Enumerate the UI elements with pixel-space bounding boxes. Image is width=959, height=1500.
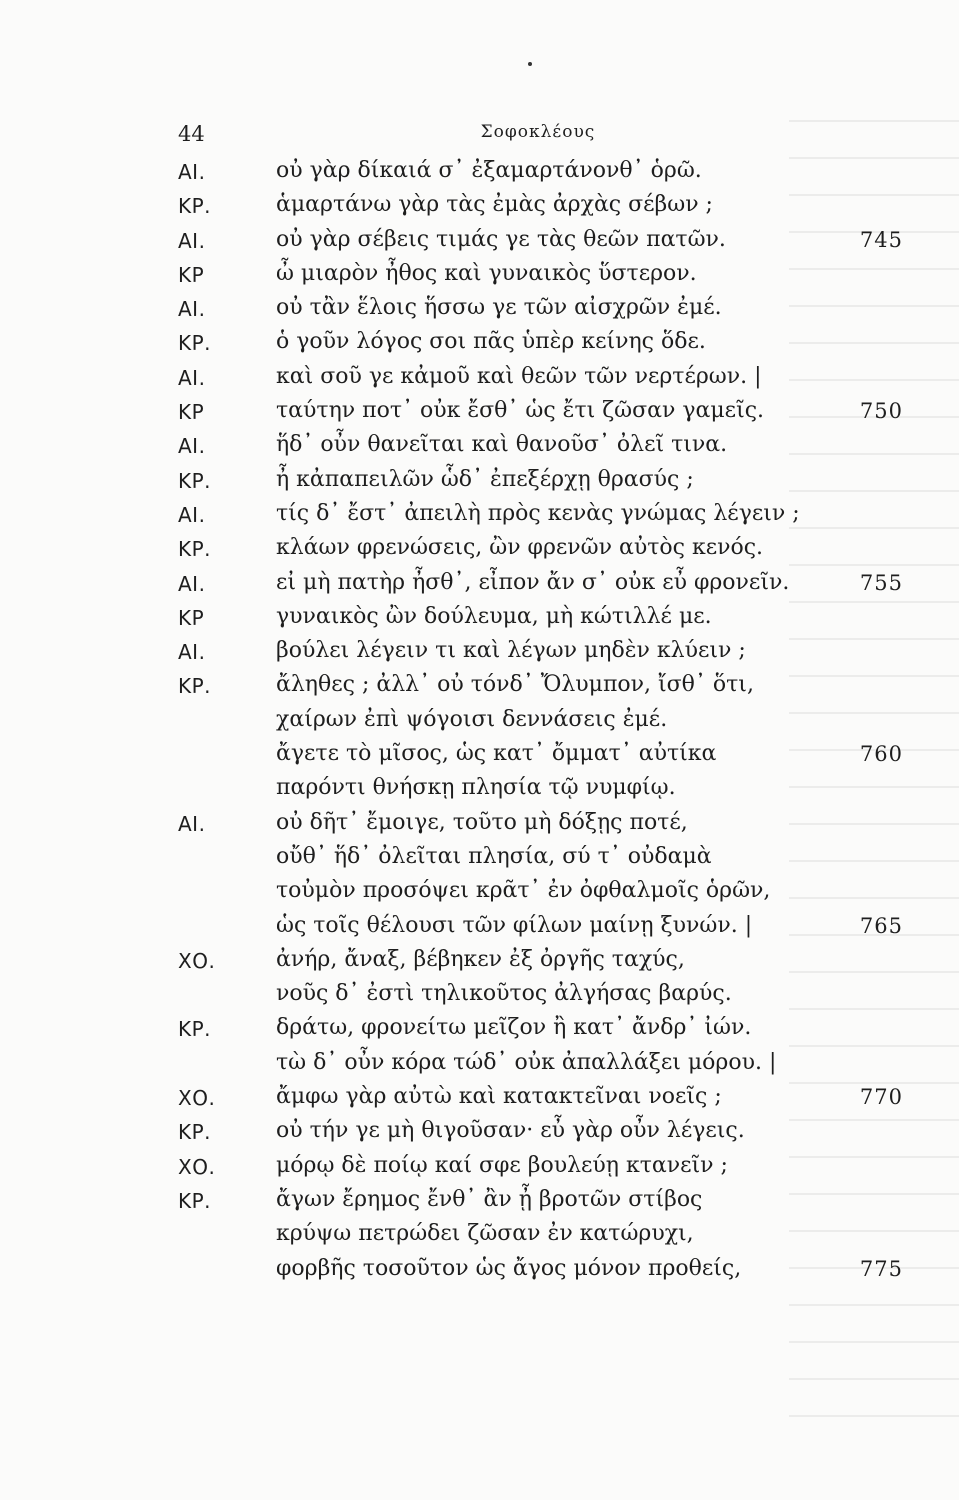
verse-line — [0, 947, 959, 981]
verse-text: ἥδ᾽ οὖν θανεῖται καὶ θανοῦσ᾽ ὀλεῖ τινα. — [276, 432, 728, 458]
verse-line — [0, 638, 959, 672]
verse-text: ἄγων ἔρημος ἔνθ᾽ ἂν ᾖ βροτῶν στίβος — [276, 1186, 703, 1212]
verse-text: παρόντι θνήσκῃ πλησία τῷ νυμφίῳ. — [276, 775, 676, 801]
verse-text: τίς δ᾽ ἔστ᾽ ἀπειλὴ πρὸς κενὰς γνώμας λέγειν ; — [276, 500, 800, 526]
verse-line — [0, 570, 959, 604]
line-number: 775 — [859, 1256, 903, 1281]
verse-line — [0, 295, 959, 329]
page-header — [178, 118, 898, 158]
speaker-label: ΚΡ — [178, 605, 205, 630]
speaker-label: ΑΙ. — [178, 365, 206, 390]
verse-line — [0, 1050, 959, 1084]
speaker-label: ΧΟ. — [178, 948, 216, 973]
speaker-label: ΚΡ — [178, 262, 205, 287]
verse-line — [0, 467, 959, 501]
line-number: 770 — [859, 1085, 903, 1110]
verse-text: ἄληθες ; ἀλλ᾽ οὐ τόνδ᾽ Ὄλυμπον, ἴσθ᾽ ὅτι, — [276, 672, 754, 698]
verse-line — [0, 810, 959, 844]
verse-text: κρύψω πετρώδει ζῶσαν ἐν κατώρυχι, — [276, 1221, 694, 1247]
verse-line — [0, 432, 959, 466]
verse-line — [0, 1084, 959, 1118]
verse-line — [0, 329, 959, 363]
verse-line — [0, 878, 959, 912]
verse-line — [0, 192, 959, 226]
line-number: 750 — [859, 399, 903, 424]
verse-line — [0, 501, 959, 535]
running-title: Σοφοκλέους — [480, 122, 596, 142]
verse-text: χαίρων ἐπὶ ψόγοισι δεννάσεις ἐμέ. — [276, 706, 668, 732]
verse-line — [0, 261, 959, 295]
line-number: 755 — [859, 570, 903, 595]
verse-text: εἰ μὴ πατὴρ ἦσθ᾽, εἶπον ἄν σ᾽ οὐκ εὖ φρονεῖν. — [276, 569, 790, 595]
verse-text: ἄμφω γὰρ αὐτὼ καὶ κατακτεῖναι νοεῖς ; — [276, 1084, 722, 1110]
verse-text: οὐ γὰρ σέβεις τιμάς γε τὰς θεῶν πατῶν. — [276, 226, 726, 252]
speaker-label: ΑΙ. — [178, 434, 206, 459]
verse-line — [0, 672, 959, 706]
verse-line — [0, 398, 959, 432]
verse-line — [0, 1153, 959, 1187]
verse-text: μόρῳ δὲ ποίῳ καί σφε βουλεύῃ κτανεῖν ; — [276, 1152, 728, 1178]
verse-line — [0, 1118, 959, 1152]
verse-text: νοῦς δ᾽ ἐστὶ τηλικοῦτος ἀλγήσας βαρύς. — [276, 981, 732, 1007]
verse-line — [0, 1256, 959, 1290]
verse-text: ταύτην ποτ᾽ οὐκ ἔσθ᾽ ὡς ἔτι ζῶσαν γαμεῖς. — [276, 398, 765, 424]
verse-line — [0, 1221, 959, 1255]
verse-text: ὦ μιαρὸν ἦθος καὶ γυναικὸς ὕστερον. — [276, 260, 697, 286]
verse-lines — [0, 158, 959, 1290]
verse-text: ἁμαρτάνω γὰρ τὰς ἐμὰς ἀρχὰς σέβων ; — [276, 192, 713, 218]
speaker-label: ΑΙ. — [178, 228, 206, 253]
verse-line — [0, 844, 959, 878]
verse-text: ἦ κἀπαπειλῶν ὧδ᾽ ἐπεξέρχῃ θρασύς ; — [276, 466, 694, 492]
speaker-label: ΚΡ. — [178, 1120, 212, 1145]
verse-line — [0, 913, 959, 947]
verse-text: φορβῆς τοσοῦτον ὡς ἄγος μόνον προθείς, — [276, 1255, 742, 1281]
verse-line — [0, 1187, 959, 1221]
speaker-label: ΧΟ. — [178, 1086, 216, 1111]
speaker-label: ΑΙ. — [178, 297, 206, 322]
speaker-label: ΚΡ. — [178, 1188, 212, 1213]
verse-text: οὐ τἂν ἕλοις ἥσσω γε τῶν αἰσχρῶν ἐμέ. — [276, 295, 722, 321]
verse-line — [0, 604, 959, 638]
verse-line — [0, 364, 959, 398]
speaker-label: ΚΡ. — [178, 1017, 212, 1042]
verse-text: οὔθ᾽ ἥδ᾽ ὀλεῖται πλησία, σύ τ᾽ οὐδαμὰ — [276, 843, 712, 869]
speaker-label: ΑΙ. — [178, 502, 206, 527]
verse-line — [0, 535, 959, 569]
verse-text: τὼ δ᾽ οὖν κόρα τώδ᾽ οὐκ ἀπαλλάξει μόρου. | — [276, 1049, 777, 1075]
speaker-label: ΚΡ. — [178, 674, 212, 699]
verse-text: καὶ σοῦ γε κἀμοῦ καὶ θεῶν τῶν νερτέρων. | — [276, 363, 762, 389]
verse-line — [0, 1015, 959, 1049]
verse-text: ἄγετε τὸ μῖσος, ὡς κατ᾽ ὄμματ᾽ αὐτίκα — [276, 741, 717, 767]
speaker-label: ΚΡ. — [178, 194, 212, 219]
speaker-label: ΚΡ. — [178, 537, 212, 562]
verse-text: ὁ γοῦν λόγος σοι πᾶς ὑπὲρ κείνης ὅδε. — [276, 329, 706, 355]
verse-line — [0, 158, 959, 192]
verse-text: ἀνήρ, ἄναξ, βέβηκεν ἐξ ὀργῆς ταχύς, — [276, 946, 685, 972]
line-number: 760 — [859, 742, 903, 767]
line-number: 745 — [859, 227, 903, 252]
speaker-label: ΑΙ. — [178, 811, 206, 836]
verse-text: οὐ τήν γε μὴ θιγοῦσαν· εὖ γὰρ οὖν λέγεις. — [276, 1118, 745, 1144]
speaker-label: ΑΙ. — [178, 640, 206, 665]
verse-text: τοὐμὸν προσόψει κρᾶτ᾽ ἐν ὀφθαλμοῖς ὁρῶν, — [276, 878, 771, 904]
page-number: 44 — [178, 122, 205, 146]
verse-text: βούλει λέγειν τι καὶ λέγων μηδὲν κλύειν ; — [276, 638, 746, 664]
speaker-label: ΧΟ. — [178, 1154, 216, 1179]
verse-line — [0, 227, 959, 261]
speaker-label: ΚΡ — [178, 400, 205, 425]
verse-line — [0, 741, 959, 775]
verse-line — [0, 775, 959, 809]
speaker-label: ΑΙ. — [178, 160, 206, 184]
verse-text: οὐ δῆτ᾽ ἔμοιγε, τοῦτο μὴ δόξῃς ποτέ, — [276, 809, 688, 835]
verse-text: γυναικὸς ὢν δούλευμα, μὴ κώτιλλέ με. — [276, 603, 712, 629]
speaker-label: ΚΡ. — [178, 468, 212, 493]
verse-line — [0, 707, 959, 741]
verse-text: κλάων φρενώσεις, ὢν φρενῶν αὐτὸς κενός. — [276, 535, 764, 561]
verse-text: οὐ γὰρ δίκαιά σ᾽ ἐξαμαρτάνονθ᾽ ὁρῶ. — [276, 158, 702, 183]
verse-text: δράτω, φρονείτω μεῖζον ἢ κατ᾽ ἄνδρ᾽ ἰών. — [276, 1015, 752, 1041]
verse-text: ὡς τοῖς θέλουσι τῶν φίλων μαίνῃ ξυνών. | — [276, 912, 753, 938]
speaker-label: ΚΡ. — [178, 331, 212, 356]
line-number: 765 — [859, 913, 903, 938]
speaker-label: ΑΙ. — [178, 571, 206, 596]
ink-speck — [528, 62, 532, 66]
verse-line — [0, 981, 959, 1015]
